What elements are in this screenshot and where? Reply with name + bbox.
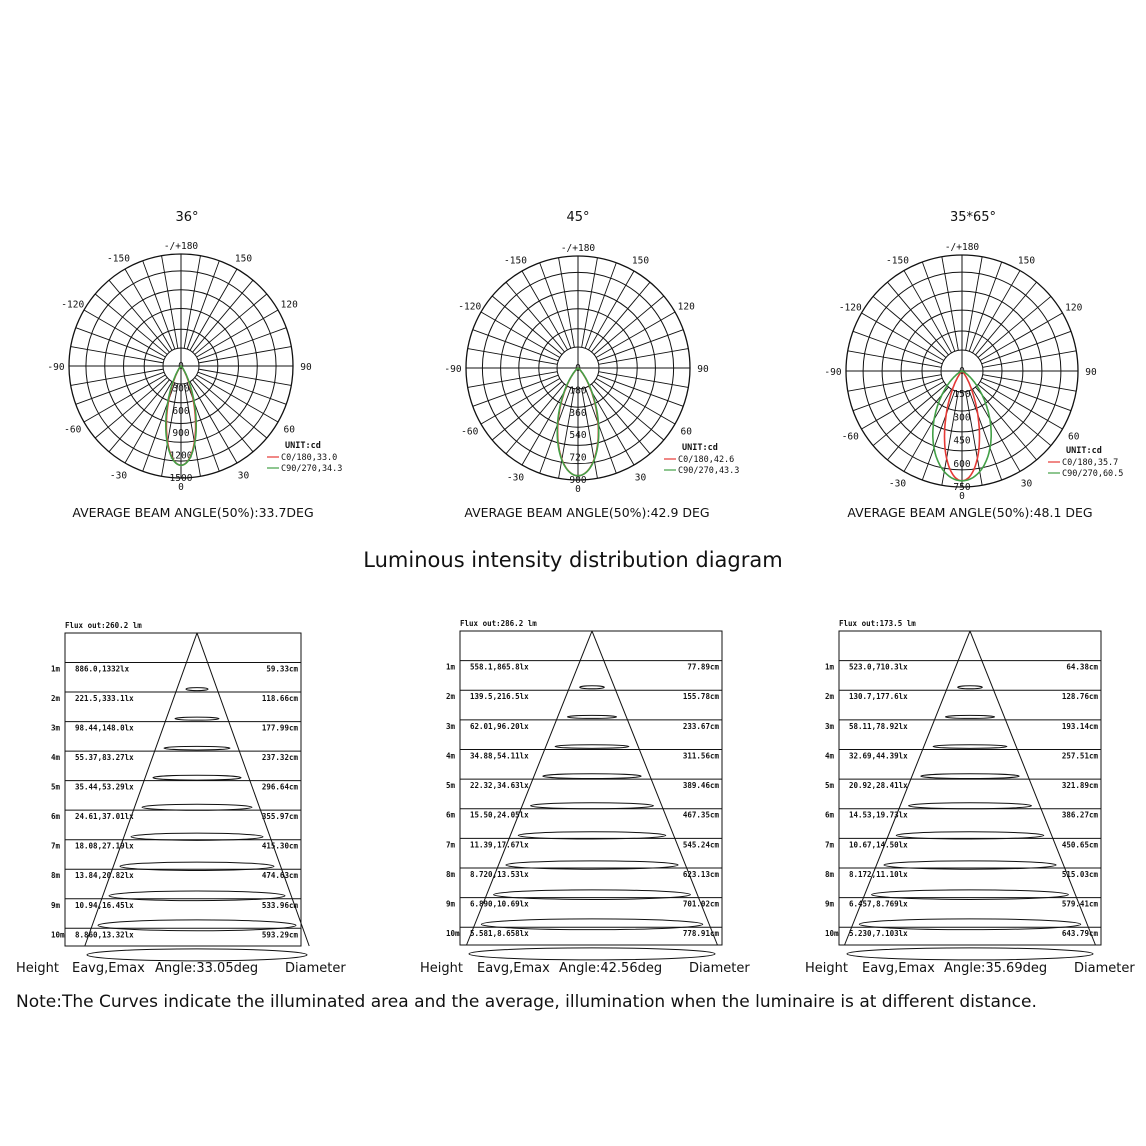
polar-angle-label: -150 [107,253,130,265]
eavg-emax-value: 8.720,13.53lx [470,869,529,879]
cone-ellipse [469,948,715,960]
eavg-emax-value: 10.67,14.50lx [849,840,908,850]
beam-angle-label-1: AVERAGE BEAM ANGLE(50%):33.7DEG [72,505,314,520]
height-label: 4m [51,753,61,763]
polar-spoke [594,296,664,354]
polar-spoke [862,382,944,430]
polar-angle-label: 60 [283,424,295,436]
illuminance-table-2 [446,619,722,960]
height-label: 6m [825,810,835,820]
polar-angle-label: 60 [1067,431,1080,443]
polar-radial-label: 150 [953,389,971,401]
diameter-value: 311.56cm [682,751,719,761]
polar-radial-label: 0 [178,361,184,372]
polar-radial-label: 720 [569,452,587,464]
diameter-value: 778.91cm [682,929,719,939]
height-label: 10m [446,929,460,939]
polar-spoke [873,296,946,357]
polar-angle-label: 90 [1085,367,1097,378]
polar-angle-label: 120 [280,299,298,311]
height-label: 5m [825,781,835,791]
polar-radial-label: 540 [569,430,587,442]
eavg-emax-value: 22.32,34.63lx [470,781,529,791]
footer-height-1: Height [16,961,59,976]
polar-angle-label: 120 [677,301,695,313]
diameter-value: 233.67cm [682,721,719,731]
eavg-emax-value: 5.581,8.658lx [470,929,529,939]
polar-radial-label: 300 [172,383,190,395]
polar-angle-label: -/+180 [560,243,596,254]
polar-spoke [887,387,948,460]
cone-ellipse [580,686,605,689]
polar-spoke [481,312,560,358]
polar-spoke [522,271,568,350]
cone-ellipse [175,717,219,720]
polar-angle-label: -60 [64,424,82,436]
footer-eavg-3: Eavg,Emax [862,961,935,976]
diameter-value: 128.76cm [1061,692,1098,702]
height-label: 7m [825,840,835,850]
height-label: 3m [446,721,456,731]
legend-entry: C0/180,35.7 [1062,458,1119,468]
flux-out-label: Flux out:173.5 lm [839,619,916,628]
height-label: 5m [446,781,456,791]
diameter-value: 355.97cm [261,812,298,822]
footer-diameter-3: Diameter [1074,961,1135,976]
polar-angle-label: 0 [178,482,184,493]
eavg-emax-value: 10.94,16.45lx [75,900,134,910]
legend-entry: C90/270,60.5 [1062,469,1124,479]
polar-radial-label: 0 [959,366,965,377]
polar-spoke [975,282,1036,355]
flux-out-label: Flux out:260.2 lm [65,621,142,630]
cone-ellipse [847,948,1093,960]
polar-angle-label: 30 [634,472,647,484]
height-label: 8m [825,869,835,879]
eavg-emax-value: 62.01,96.20lx [470,721,529,731]
diameter-value: 593.29cm [261,930,298,940]
cone-ellipse [530,803,653,809]
eavg-emax-value: 558.1,865.8lx [470,662,529,672]
cone-ellipse [87,949,307,961]
polar-radial-label: 180 [569,385,587,397]
polar-angle-label: 0 [959,491,965,502]
polar-spoke [468,372,558,388]
footer-eavg-1: Eavg,Emax [72,961,145,976]
polar-radial-label: 900 [172,428,190,440]
polar-angle-label: -60 [841,431,859,443]
note-text: Note:The Curves indicate the illuminated area and the average, illumination when the luminaire is at different distance. [16,992,1037,1012]
diameter-value: 386.27cm [1061,810,1098,820]
eavg-emax-value: 8.172,11.10lx [849,869,908,879]
eavg-emax-value: 35.44,53.29lx [75,782,134,792]
legend-entry: C90/270,34.3 [281,464,343,474]
polar-chart-2 [444,243,739,495]
polar-spoke [887,282,948,355]
footer-angle-1: Angle:33.05deg [155,961,259,976]
polar-spoke [582,258,598,348]
diameter-value: 545.24cm [682,840,719,850]
polar-spoke [492,381,562,439]
cone-ellipse [933,745,1007,749]
polar-radial-label: 600 [953,458,971,470]
height-label: 1m [51,664,61,674]
polar-radial-label: 450 [953,435,971,447]
diameter-value: 177.99cm [261,723,298,733]
legend-entry: C90/270,43.3 [678,466,740,476]
cone-ellipse [945,715,994,718]
polar-spoke [506,384,564,454]
cone-ellipse [859,919,1080,930]
eavg-emax-value: 523.0,710.3lx [849,662,908,672]
diameter-value: 515.03cm [1061,869,1098,879]
diameter-value: 59.33cm [266,664,298,674]
height-label: 7m [51,841,61,851]
polar-spoke [862,313,944,361]
eavg-emax-value: 886.0,1332lx [75,664,130,674]
polar-angle-label: 90 [300,362,312,373]
polar-radial-label: 0 [575,363,581,374]
footer-angle-3: Angle:35.69deg [944,961,1048,976]
height-label: 4m [446,751,456,761]
polar-spoke [599,349,689,365]
polar-radial-label: 750 [953,482,971,493]
polar-angle-label: -150 [886,255,909,267]
illuminance-table-3 [825,619,1101,960]
height-label: 1m [446,662,456,672]
diameter-value: 415.30cm [261,841,298,851]
polar-spoke [481,379,560,425]
polar-spoke [983,375,1077,391]
eavg-emax-value: 139.5,216.5lx [470,692,529,702]
polar-spoke [848,351,942,367]
polar-spoke [966,257,982,351]
cone-ellipse [555,745,629,749]
diameter-value: 467.35cm [682,810,719,820]
eavg-emax-value: 14.53,19.73lx [849,810,908,820]
eavg-emax-value: 221.5,333.1lx [75,694,134,704]
height-label: 1m [825,662,835,672]
polar-angle-label: 150 [1017,255,1036,267]
polar-angle-label: -30 [888,478,907,490]
eavg-emax-value: 58.11,78.92lx [849,721,908,731]
diameter-value: 474.63cm [261,871,298,881]
eavg-emax-value: 18.08,27.19lx [75,841,134,851]
height-label: 4m [825,751,835,761]
diameter-value: 77.89cm [687,662,719,672]
main-title: Luminous intensity distribution diagram [363,548,783,572]
polar-angle-label: -120 [458,301,482,313]
polar-angle-label: 30 [237,470,250,482]
polar-spoke [559,258,575,348]
footer-height-2: Height [420,961,463,976]
diameter-value: 257.51cm [1061,751,1098,761]
footer-angle-2: Angle:42.56deg [559,961,663,976]
eavg-emax-value: 55.37,83.27lx [75,753,134,763]
cone-ellipse [186,688,208,691]
polar-radial-label: 900 [569,475,587,486]
diameter-value: 118.66cm [261,694,298,704]
eavg-emax-value: 98.44,148.0lx [75,723,134,733]
beam-angle-label-2: AVERAGE BEAM ANGLE(50%):42.9 DEG [464,505,710,520]
polar-angle-label: -60 [461,426,479,438]
eavg-emax-value: 34.88,54.11lx [470,751,529,761]
polar-angle-label: 150 [631,255,650,267]
cone-ellipse [481,919,702,930]
footer-height-3: Height [805,961,848,976]
height-label: 6m [446,810,456,820]
eavg-emax-value: 8.860,13.32lx [75,930,134,940]
legend-entry: C0/180,42.6 [678,455,735,465]
polar-spoke [975,387,1036,460]
diameter-value: 389.46cm [682,781,719,791]
height-label: 3m [825,721,835,731]
polar-radial-label: 1200 [169,450,193,462]
polar-angle-label: 30 [1020,478,1033,490]
polar-chart-3 [824,242,1123,502]
height-label: 3m [51,723,61,733]
polar-angle-label: -30 [506,472,525,484]
polar-unit-label: UNIT:cd [1066,446,1102,456]
polar-spoke [983,351,1077,367]
cone-ellipse [567,715,616,718]
flux-out-label: Flux out:286.2 lm [460,619,537,628]
diameter-value: 533.96cm [261,900,298,910]
polar-radial-label: 600 [172,405,190,417]
height-label: 9m [446,899,456,909]
eavg-emax-value: 13.84,20.82lx [75,871,134,881]
polar-angle-label: 90 [697,364,709,375]
polar-angle-label: -120 [61,299,85,311]
polar-angle-label: -90 [444,364,462,375]
polar-radial-label: 300 [953,412,971,424]
cone-ellipse [543,774,641,779]
height-label: 5m [51,782,61,792]
polar-radial-label: 1500 [169,473,193,484]
polar-spoke [848,375,942,391]
polar-title-1: 36° [175,210,199,225]
eavg-emax-value: 6.890,10.69lx [470,899,529,909]
polar-angle-label: 0 [575,484,581,495]
height-label: 10m [825,929,839,939]
height-label: 8m [446,869,456,879]
polar-angle-label: -30 [109,470,128,482]
polar-spoke [980,313,1062,361]
polar-spoke [594,381,664,439]
cone-ellipse [164,746,230,750]
cone-ellipse [958,686,983,689]
diameter-value: 296.64cm [261,782,298,792]
illuminance-table-1 [51,621,309,961]
polar-angle-label: -/+180 [944,242,980,253]
polar-angle-label: 120 [1065,302,1083,314]
cone-ellipse [98,920,296,931]
height-label: 10m [51,930,65,940]
diameter-value: 193.14cm [1061,721,1098,731]
polar-angle-label: -120 [838,302,862,314]
polar-title-3: 35*65° [949,210,997,225]
height-label: 9m [825,899,835,909]
footer-eavg-2: Eavg,Emax [477,961,550,976]
eavg-emax-value: 5.230,7.103lx [849,929,908,939]
height-label: 2m [51,694,61,704]
diameter-value: 623.13cm [682,869,719,879]
diameter-value: 321.89cm [1061,781,1098,791]
polar-angle-label: -90 [824,367,842,378]
polar-spoke [506,282,564,352]
height-label: 2m [825,692,835,702]
polar-angle-label: -150 [504,255,527,267]
polar-angle-label: -90 [47,362,65,373]
eavg-emax-value: 6.457,8.769lx [849,899,908,909]
diameter-value: 701.02cm [682,899,719,909]
polar-spoke [942,257,958,351]
diameter-value: 450.65cm [1061,840,1098,850]
polar-spoke [492,296,562,354]
polar-angle-label: 150 [234,253,253,265]
footer-diameter-1: Diameter [285,961,346,976]
polar-spoke [980,382,1062,430]
polar-spoke [596,379,675,425]
polar-spoke [599,372,689,388]
polar-angle-label: -/+180 [163,241,199,252]
eavg-emax-value: 15.50,24.05lx [470,810,529,820]
polar-spoke [596,312,675,358]
diameter-value: 579.41cm [1061,899,1098,909]
height-label: 6m [51,812,61,822]
polar-radial-label: 360 [569,407,587,419]
diameter-value: 155.78cm [682,692,719,702]
diameter-value: 237.32cm [261,753,298,763]
polar-angle-label: 60 [680,426,692,438]
polar-title-2: 45° [566,210,590,225]
footer-diameter-2: Diameter [689,961,750,976]
polar-unit-label: UNIT:cd [285,441,321,451]
eavg-emax-value: 130.7,177.6lx [849,692,908,702]
beam-angle-label-3: AVERAGE BEAM ANGLE(50%):48.1 DEG [847,505,1093,520]
diameter-value: 64.38cm [1066,662,1098,672]
cone-ellipse [921,774,1019,779]
legend-entry: C0/180,33.0 [281,453,338,463]
eavg-emax-value: 11.39,17.67lx [470,840,529,850]
polar-spoke [591,384,649,454]
polar-spoke [468,349,558,365]
polar-chart-1 [47,241,342,493]
eavg-emax-value: 32.69,44.39lx [849,751,908,761]
polar-spoke [973,271,1021,353]
cone-ellipse [153,775,241,780]
eavg-emax-value: 24.61,37.01lx [75,812,134,822]
polar-spoke [904,271,952,353]
height-label: 2m [446,692,456,702]
height-label: 8m [51,871,61,881]
eavg-emax-value: 20.92,28.41lx [849,781,908,791]
polar-unit-label: UNIT:cd [682,443,718,453]
diameter-value: 643.79cm [1061,929,1098,939]
cone-ellipse [142,804,252,810]
cone-ellipse [909,803,1032,809]
polar-spoke [589,271,635,350]
height-label: 7m [446,840,456,850]
polar-spoke [978,296,1051,357]
polar-spoke [591,282,649,352]
height-label: 9m [51,900,61,910]
